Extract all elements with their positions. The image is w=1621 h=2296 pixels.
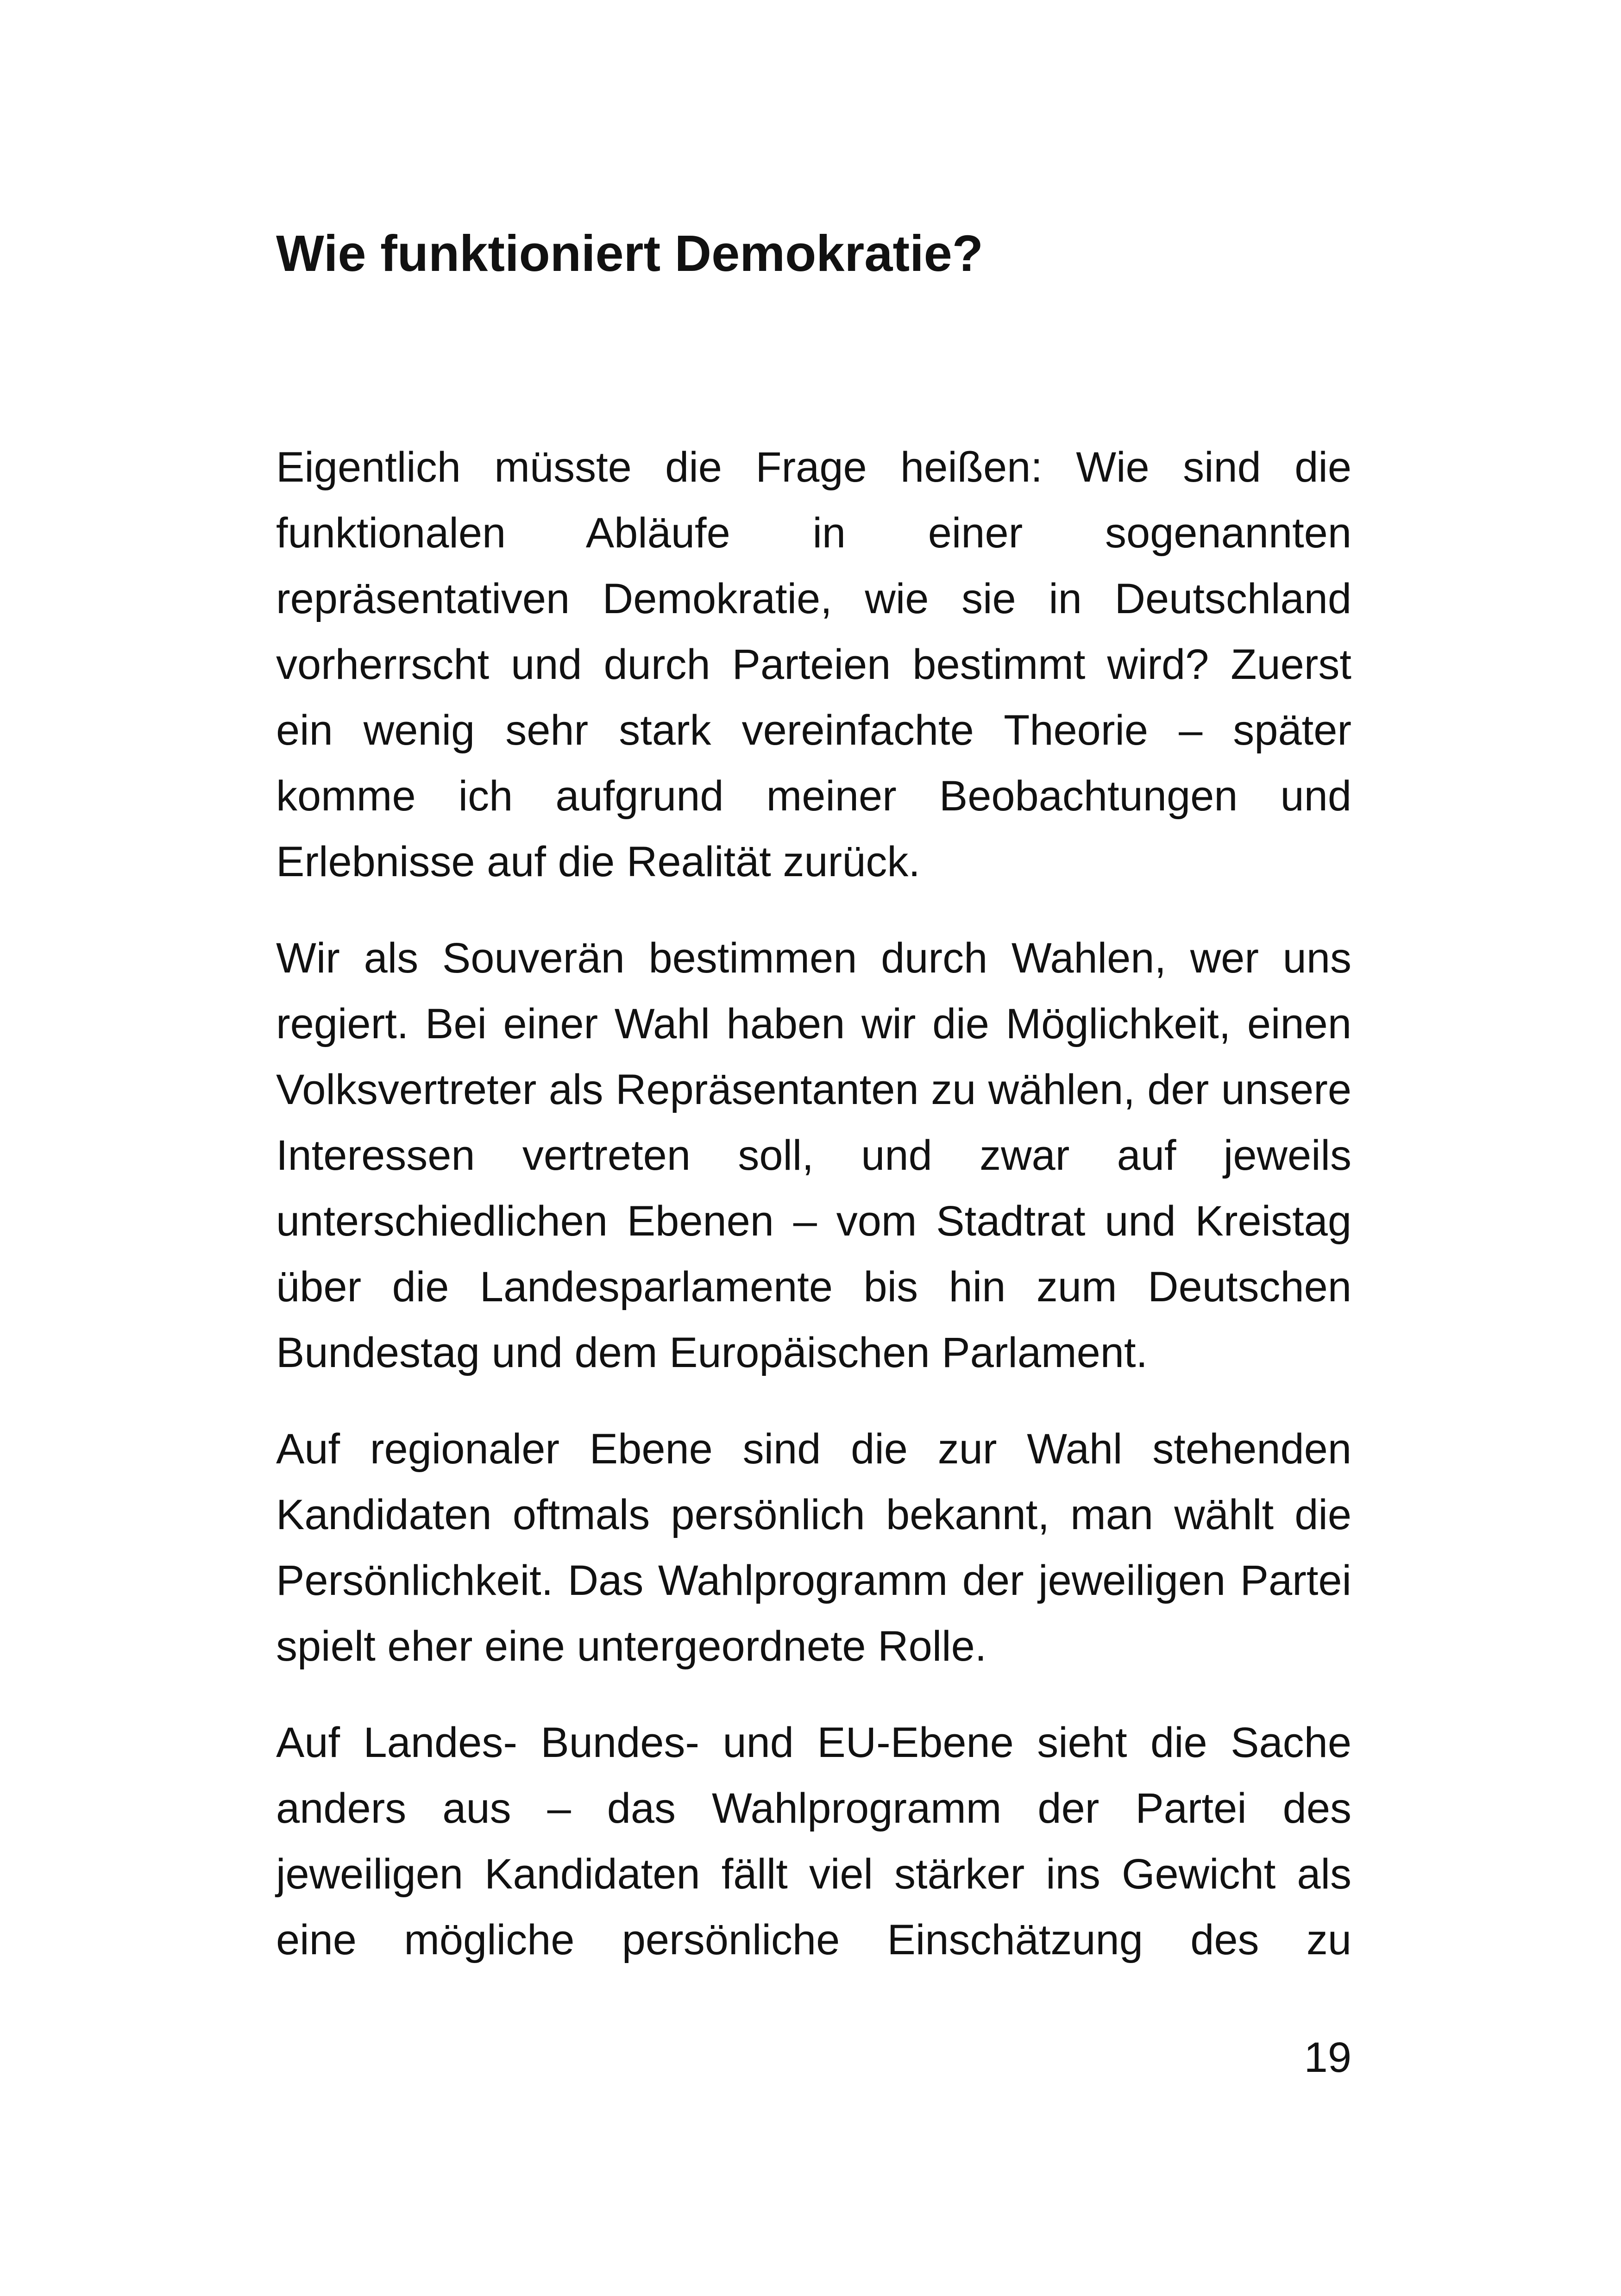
paragraph: Eigentlich müsste die Frage heißen: Wie sind die funktionalen Abläufe in einer sogenannten repräsentativen Demokratie, wie sie in Deutschland vorherrscht und durch Parteien bestimmt wird? Zuerst ein wenig sehr stark vereinfachte Theorie – später komme ich aufgrund meiner Beobachtungen und Erlebnisse auf die Realität zurück. — [276, 444, 1351, 885]
paragraph: Wir als Souverän bestimmen durch Wahlen, wer uns regiert. Bei einer Wahl haben wir die Möglichkeit, einen Volksvertreter als Repräsentanten zu wählen, der unsere Interessen vertreten soll, und zwar auf jeweils unterschiedlichen Ebenen – vom Stadtrat und Kreistag über die Landesparlamente bis hin zum Deutschen Bundestag und dem Europäischen Parlament. — [276, 935, 1351, 1376]
paragraph: Auf Landes- Bundes- und EU-Ebene sieht die Sache anders aus – das Wahlprogramm der Partei des jeweiligen Kandidaten fällt viel stärker ins Gewicht als eine mögliche persönliche Einschätzung des zu — [276, 1719, 1351, 1964]
page-number: 19 — [1304, 2034, 1351, 2081]
chapter-title: Wie funktioniert Demokratie? — [276, 225, 984, 282]
paragraph: Auf regionaler Ebene sind die zur Wahl stehenden Kandidaten oftmals persönlich bekannt, man wählt die Persönlichkeit. Das Wahlprogramm der jeweiligen Partei spielt eher eine untergeordnete Rolle. — [276, 1425, 1351, 1670]
body-text — [276, 434, 1351, 1973]
